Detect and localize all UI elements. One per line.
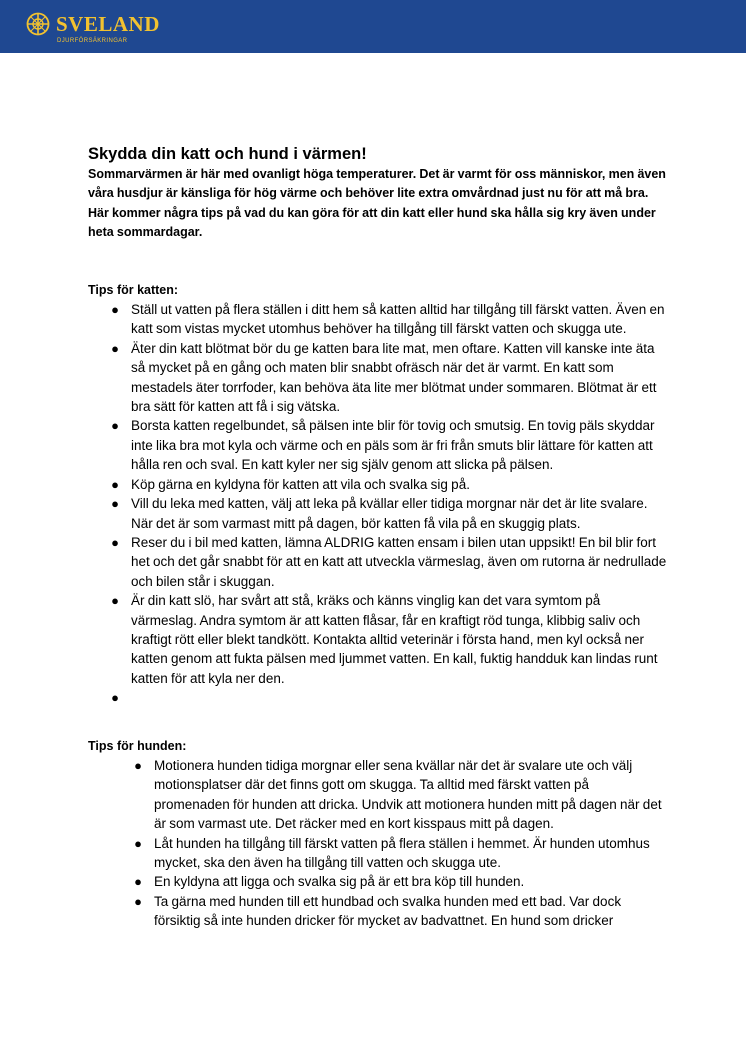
wheel-emblem-icon	[26, 12, 50, 36]
list-item	[111, 300, 668, 339]
list-item-text: Köp gärna en kyldyna för katten att vila och svalka sig på.	[131, 476, 470, 492]
sveland-logo[interactable]	[26, 12, 186, 48]
brand-subtitle: DJURFÖRSÄKRINGAR	[57, 38, 128, 44]
list-item	[134, 872, 668, 891]
empty-list-item	[111, 688, 668, 707]
list-item	[134, 892, 668, 931]
cat-tips-heading: Tips för katten:	[88, 282, 179, 297]
list-item	[111, 591, 668, 688]
list-item-text: Ta gärna med hunden till ett hundbad och svalka hunden med ett bad. Var dock försiktig så inte hunden dricker för mycket av badvattnet. En hund som dricker	[154, 893, 622, 929]
list-item-text: Äter din katt blötmat bör du ge katten bara lite mat, men oftare. Katten vill kanske inte äta så mycket på en gång och maten blir snabbt ofräsch när det är varmt. En katt som mestadels äter torrfoder, kan behöva äta lite mer blötmat under sommaren. Blötmat är ett bra sätt för katten att få i sig vätska.	[131, 340, 657, 415]
bullet-icon: ●	[111, 690, 119, 706]
list-item	[134, 756, 668, 834]
list-item-text: Är din katt slö, har svårt att stå, kräks och känns vinglig kan det vara symtom på värmeslag. Andra symtom är att katten flåsar, får en kraftigt röd tunga, klibbig saliv och kraftigt rött eller blekt tandkött. Kontakta alltid veterinär i första hand, men kyl också ner katten genom att fukta pälsen med ljummet vatten. En kall, fuktig handduk kan lindas runt katten för att kyla ner den.	[131, 593, 658, 686]
intro-paragraph: Sommarvärmen är här med ovanligt höga temperaturer. Det är varmt för oss människor, men även våra husdjur är känsliga för hög värme och behöver lite extra omvårdnad just nu för att må bra. Här kommer några tips på vad du kan göra för att din katt eller hund ska hålla sig kry även under heta sommardagar.	[88, 167, 666, 240]
bullet-icon: ●	[111, 496, 119, 512]
list-item-text: Reser du i bil med katten, lämna ALDRIG katten ensam i bilen utan uppsikt! En bil blir fort het och det går snabbt för att en katt att utveckla värmeslag, även om rutorna är nedrullade och bilen står i skuggan.	[131, 534, 667, 589]
bullet-icon: ●	[111, 302, 119, 318]
list-item-text: Ställ ut vatten på flera ställen i ditt hem så katten alltid har tillgång till färskt vatten. Även en katt som vistas mycket utomhus behöver ha tillgång till färskt vatten och skugga ute.	[131, 302, 665, 337]
list-item-text: Vill du leka med katten, välj att leka på kvällar eller tidiga morgnar när det är lite svalare. När det är som varmast mitt på dagen, bör katten få vila på en skuggig plats.	[131, 496, 648, 531]
cat-tips-list	[88, 300, 668, 708]
bullet-icon: ●	[111, 593, 119, 609]
bullet-icon: ●	[134, 757, 142, 773]
brand-name: SVELAND	[56, 12, 160, 36]
list-item-text: Motionera hunden tidiga morgnar eller sena kvällar när det är svalare ute och välj motionsplatser där det finns gott om skugga. Ta alltid med färskt vatten på promenaden för hunden att dricka. Undvik att motionera hunden mitt på dagen när det är som varmast ute. Det räcker med en kort kisspaus mitt på dagen.	[154, 757, 662, 832]
list-item-text: En kyldyna att ligga och svalka sig på är ett bra köp till hunden.	[154, 874, 525, 890]
brand-header	[0, 0, 746, 53]
bullet-icon: ●	[111, 340, 119, 356]
bullet-icon: ●	[134, 874, 142, 890]
document-body	[88, 143, 668, 931]
bullet-icon: ●	[134, 893, 142, 909]
dog-tips-heading: Tips för hunden:	[88, 738, 187, 753]
document-title: Skydda din katt och hund i värmen!	[88, 145, 367, 163]
dog-tips-list	[88, 756, 668, 931]
bullet-icon: ●	[111, 418, 119, 434]
list-item	[134, 834, 668, 873]
list-item	[111, 533, 668, 591]
list-item	[111, 475, 668, 494]
list-item	[111, 416, 668, 474]
list-item	[111, 339, 668, 417]
bullet-icon: ●	[111, 534, 119, 550]
list-item-text: Borsta katten regelbundet, så pälsen inte blir för tovig och smutsig. En tovig päls skyddar inte lika bra mot kyla och värme och en päls som är fri från smuts blir lättare för katten att hålla ren och sval. En katt kyler ner sig själv genom att slicka på pälsen.	[131, 418, 655, 473]
list-item	[111, 494, 668, 533]
list-item-text: Låt hunden ha tillgång till färskt vatten på flera ställen i hemmet. Är hunden utomhus mycket, ska den även ha tillgång till vatten och skugga ute.	[154, 835, 650, 870]
bullet-icon: ●	[134, 835, 142, 851]
bullet-icon: ●	[111, 476, 119, 492]
